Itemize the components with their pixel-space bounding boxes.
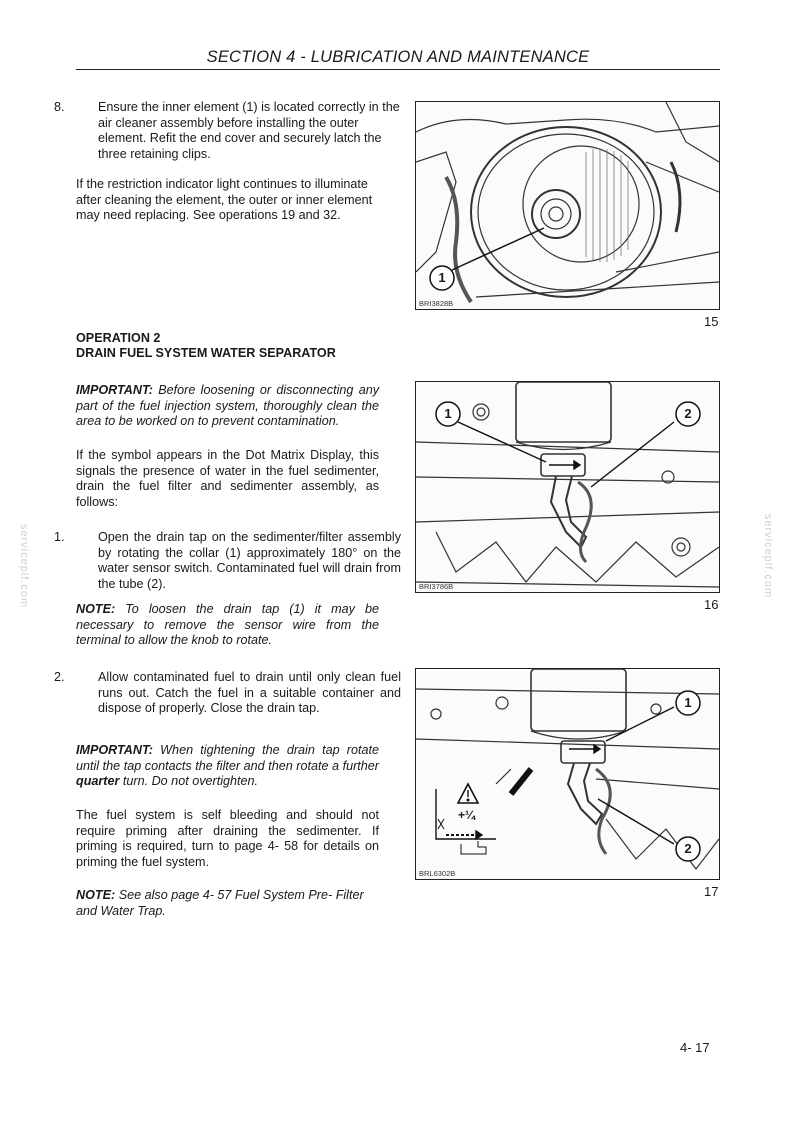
step-8-text: Ensure the inner element (1) is located correctly in the air cleaner assembly before installing the outer element. Refit the end cover and securely latch the three retaining clips. xyxy=(98,100,400,161)
callout-leader-1 xyxy=(452,228,544,270)
step-2-number: 2. xyxy=(54,670,65,684)
operation-title-line1: OPERATION 2 xyxy=(76,331,161,345)
step-1-number: 1. xyxy=(54,530,65,544)
self-bleed-paragraph: The fuel system is self bleeding and should not require priming after draining the sedimenter. If priming is required, turn to page 4- 58 for details on priming the fuel system. xyxy=(76,808,379,869)
drain-tap-quarter-turn-illustration xyxy=(416,669,719,879)
step-2-text: Allow contaminated fuel to drain until only clean fuel runs out. Catch the fuel in a suitable container and dispose of properly. Close the drain tap. xyxy=(98,670,401,716)
fig16-code: BRI3786B xyxy=(419,582,454,591)
fig16-callout-1: 1 xyxy=(444,406,452,421)
page-number: 4- 17 xyxy=(680,1040,710,1055)
fig15-callout-1: 1 xyxy=(438,270,446,285)
important-label-2: IMPORTANT: xyxy=(76,743,153,757)
figure-16-number: 16 xyxy=(704,597,719,612)
important-bold-quarter: quarter xyxy=(76,774,120,789)
important-text-2b: turn. Do not overtighten. xyxy=(122,774,259,789)
note-text-2: See also page 4- 57 Fuel System Pre- Filter and Water Trap. xyxy=(76,888,364,918)
figure-17-number: 17 xyxy=(704,884,719,899)
fuel-filter-drain-illustration xyxy=(416,382,719,592)
step-2 xyxy=(54,670,401,717)
figure-17-drain-tap xyxy=(415,668,720,880)
important-text-1: Before loosening or disconnecting any part of the fuel injection system, thoroughly clean the area to be worked on to prevent contamination. xyxy=(76,383,379,429)
important-note-2 xyxy=(76,743,379,790)
figure-15-air-cleaner xyxy=(415,101,720,310)
note-1 xyxy=(76,602,379,649)
note-2 xyxy=(76,888,379,919)
operation-title-line2: DRAIN FUEL SYSTEM WATER SEPARATOR xyxy=(76,346,336,360)
fig17-callout-2: 2 xyxy=(684,841,692,856)
watermark-right: serviceplf.com xyxy=(762,513,775,599)
header-rule xyxy=(76,69,720,70)
air-cleaner-illustration xyxy=(416,102,719,309)
figure-15-number: 15 xyxy=(704,314,719,329)
step-1-text: Open the drain tap on the sedimenter/filter assembly by rotating the collar (1) approximately 180° on the water sensor switch. Contaminated fuel will drain from the tube (2). xyxy=(98,530,401,591)
fig17-quarter-label: +¼ xyxy=(458,808,476,822)
step-8 xyxy=(54,100,401,162)
important-note-1 xyxy=(76,383,379,430)
page-header-title: SECTION 4 - LUBRICATION AND MAINTENANCE xyxy=(206,48,590,66)
restriction-note: If the restriction indicator light continues to illuminate after cleaning the element, the outer or inner element may need replacing. See operations 19 and 32. xyxy=(76,177,373,223)
intro-paragraph: If the symbol appears in the Dot Matrix Display, this signals the presence of water in the fuel sedimenter, drain the fuel filter and sedimenter assembly, as follows: xyxy=(76,448,379,509)
fig16-callout-2: 2 xyxy=(684,406,692,421)
note-label-1: NOTE: xyxy=(76,602,116,616)
fig15-code: BRI3828B xyxy=(419,299,454,308)
note-label-2: NOTE: xyxy=(76,888,116,902)
fig17-code: BRL6302B xyxy=(419,869,456,878)
important-text-2a: When tightening the drain tap rotate until the tap contacts the filter and then rotate a further xyxy=(76,743,379,773)
watermark-left: serviceplf.com xyxy=(18,523,31,609)
note-text-1: To loosen the drain tap (1) it may be necessary to remove the sensor wire from the terminal to allow the knob to rotate. xyxy=(76,602,379,648)
step-1 xyxy=(54,530,401,592)
step-8-number: 8. xyxy=(54,100,65,114)
fig17-callout-1: 1 xyxy=(684,695,692,710)
figure-16-fuel-filter xyxy=(415,381,720,593)
important-label-1: IMPORTANT: xyxy=(76,383,153,397)
